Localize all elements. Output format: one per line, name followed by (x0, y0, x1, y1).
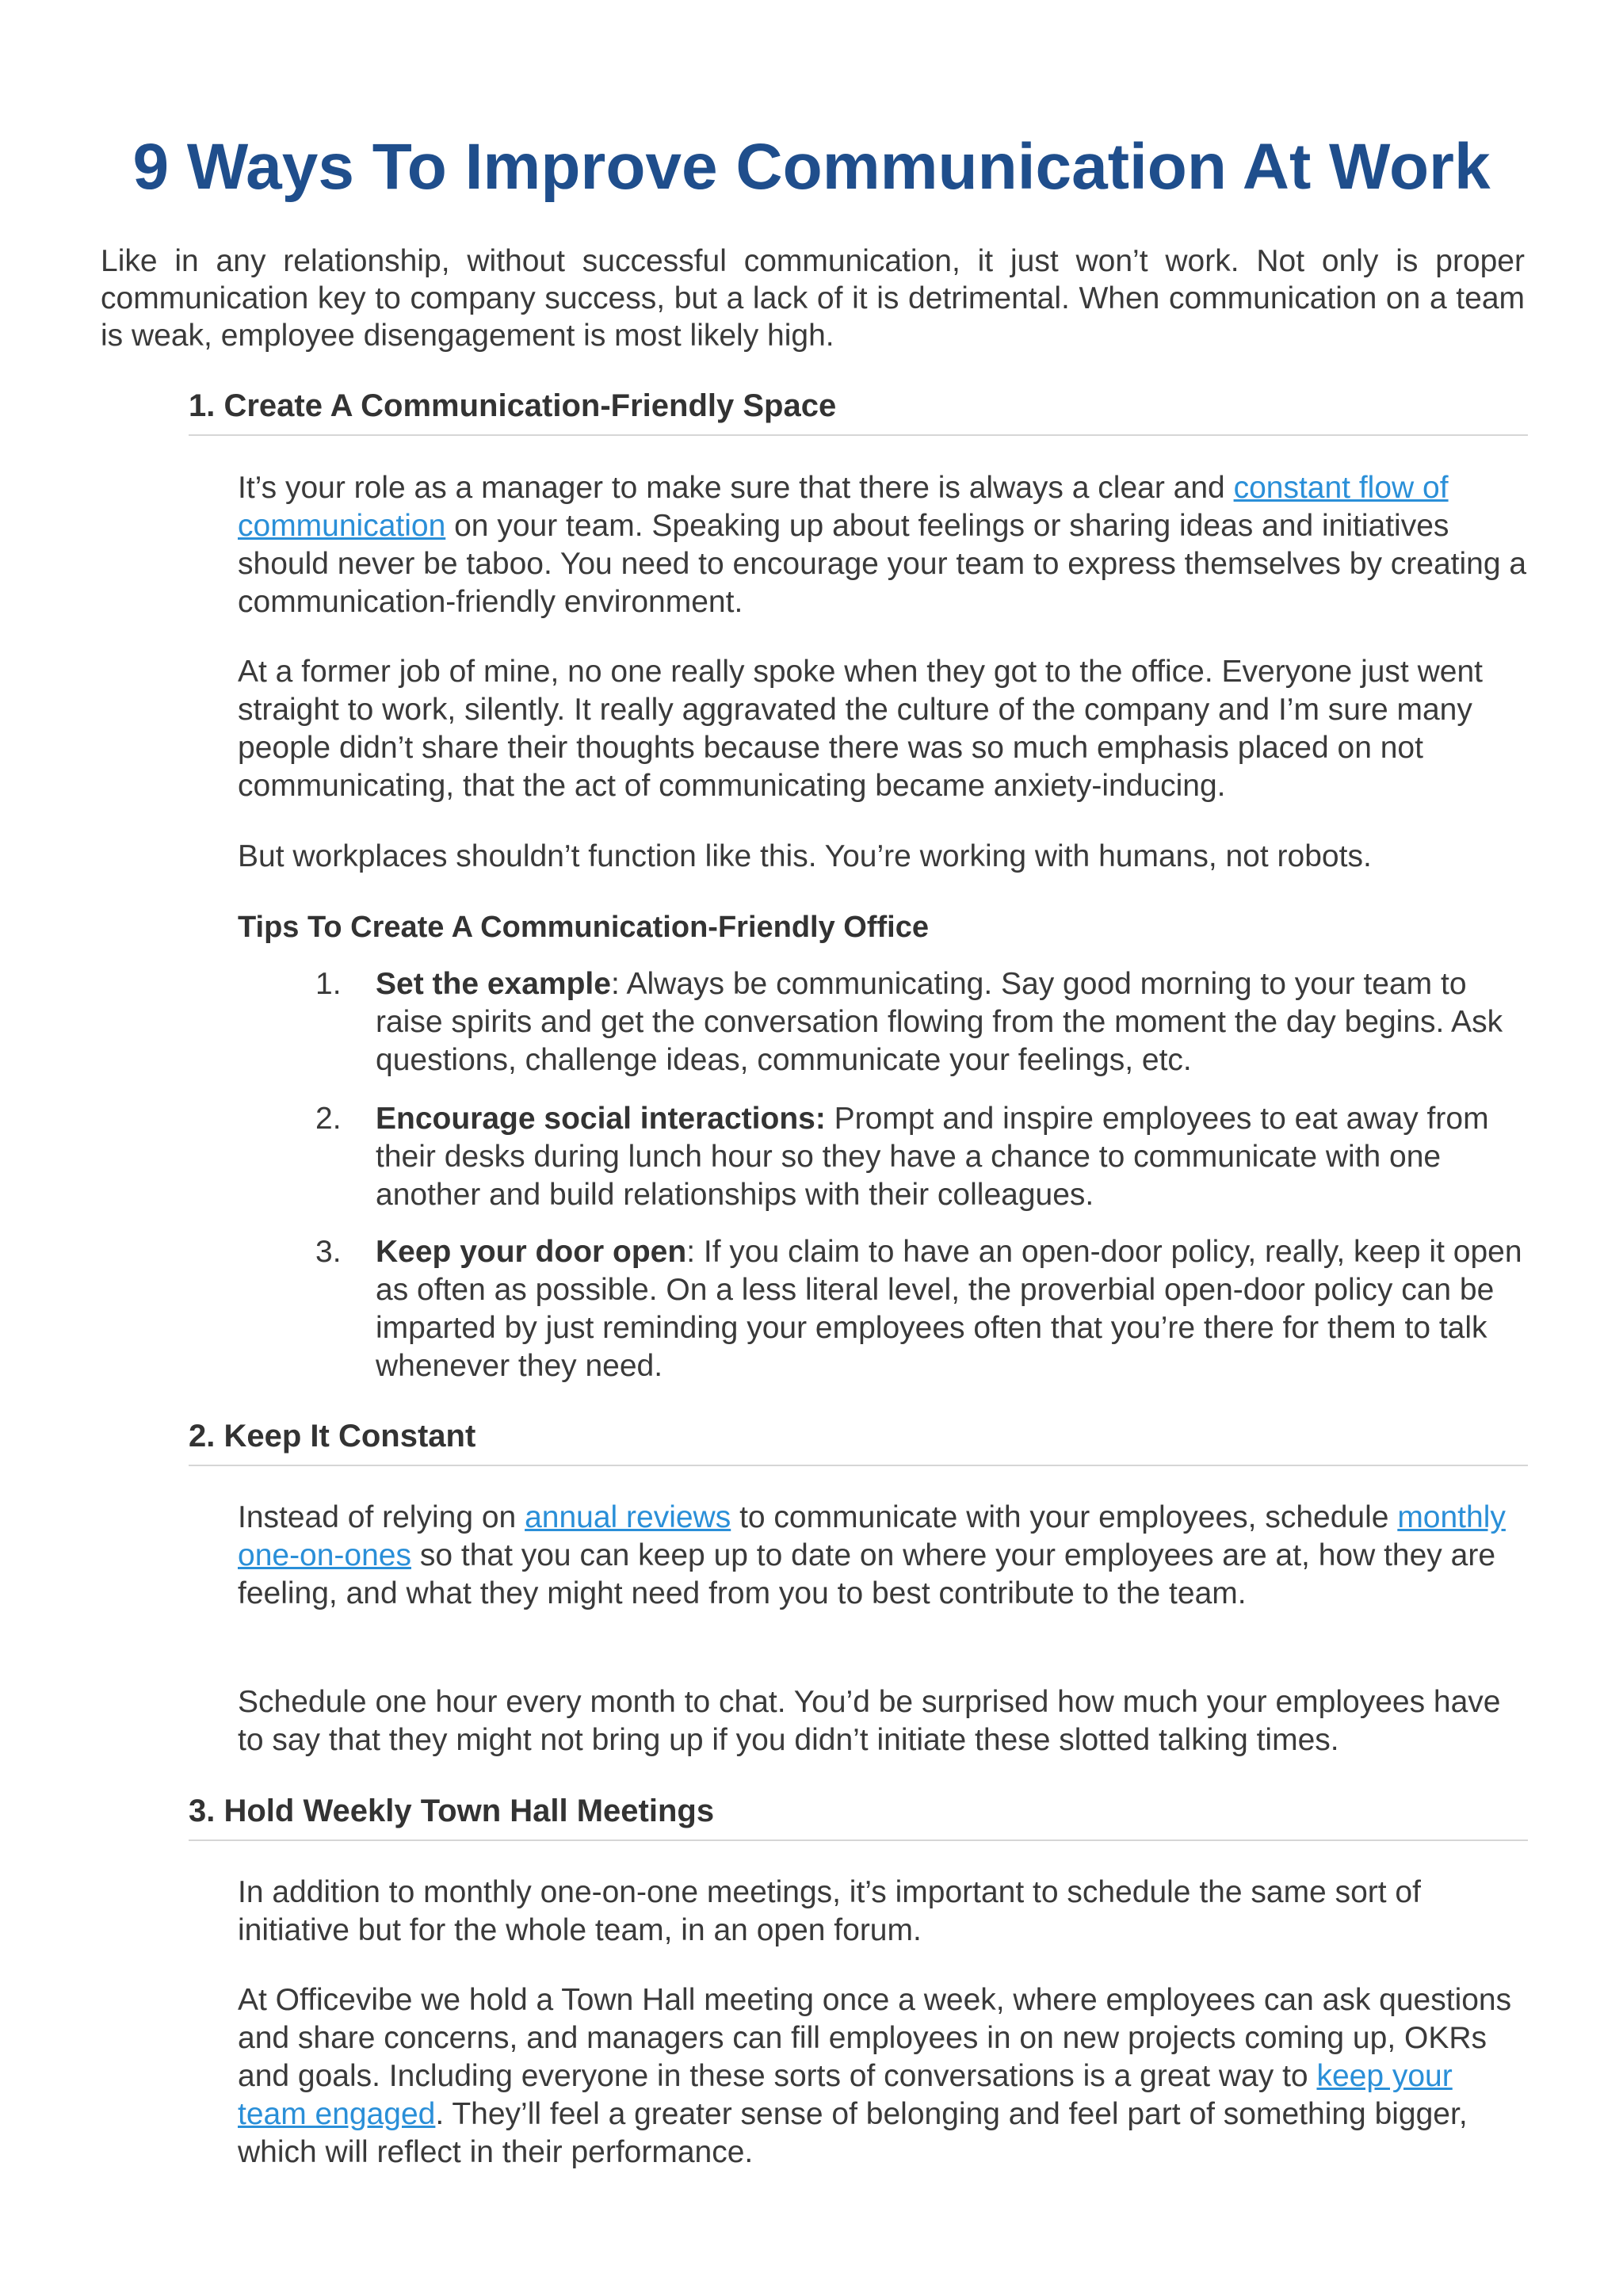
section-2-paragraph-1 (238, 1499, 1528, 1613)
tips-subheading: Tips To Create A Communication-Friendly Office (238, 911, 929, 944)
page-title: 9 Ways To Improve Communication At Work (132, 131, 1491, 203)
text-span: . They’ll feel a greater sense of belonging and feel part of something bigger, which will reflect in their performance. (238, 2097, 1468, 2169)
keep-team-engaged-link[interactable]: keep your team engaged (238, 2059, 1453, 2131)
constant-flow-link[interactable]: constant flow of communication (238, 471, 1449, 543)
tip-body: : Always be communicating. Say good morning to your team to raise spirits and get the conversation flowing from the moment the day begins. Ask questions, challenge ideas, communicate your feelings, etc. (376, 967, 1503, 1077)
tip-number: 1. (315, 967, 342, 1001)
tip-item (317, 1233, 1528, 1385)
text-span: to communicate with your employees, schedule (731, 1500, 1398, 1534)
section-1-paragraph-3: But workplaces shouldn’t function like this. You’re working with humans, not robots. (238, 839, 1372, 873)
section-3-heading: 3. Hold Weekly Town Hall Meetings (189, 1792, 1528, 1841)
text-span: so that you can keep up to date on where your employees are at, how they are feeling, and what they might need from you to best contribute to the team. (238, 1538, 1496, 1610)
tip-number: 3. (315, 1235, 342, 1269)
tip-text (376, 965, 1528, 1079)
section-1-paragraph-1 (238, 469, 1528, 621)
tip-bold: Keep your door open (376, 1235, 687, 1269)
monthly-one-on-ones-link[interactable]: monthly one-on-ones (238, 1500, 1506, 1572)
section-3-paragraph-1: In addition to monthly one-on-one meetings, it’s important to schedule the same sort of initiative but for the whole team, in an open forum. (238, 1875, 1421, 1947)
text-span: on your team. Speaking up about feelings or sharing ideas and initiatives should never be taboo. You need to encourage your team to express themselves by creating a communication-friendly environment. (238, 509, 1527, 619)
tip-text (376, 1233, 1528, 1385)
text-span: It’s your role as a manager to make sure that there is always a clear and (238, 471, 1234, 505)
section-2-heading: 2. Keep It Constant (189, 1417, 1528, 1466)
section-3-paragraph-2 (238, 1981, 1528, 2172)
text-span: At Officevibe we hold a Town Hall meeting once a week, where employees can ask questions and share concerns, and managers can fill employees in on new projects coming up, OKRs and goals. Including everyone in these sorts of conversations is a great way to (238, 1983, 1512, 2093)
tip-item (317, 1100, 1528, 1214)
tip-item (317, 965, 1528, 1079)
section-1-heading: 1. Create A Communication-Friendly Space (189, 387, 1528, 436)
tip-bold: Set the example (376, 967, 611, 1001)
tip-body: : If you claim to have an open-door policy, really, keep it open as often as possible. On a less literal level, the proverbial open-door policy can be imparted by just reminding your employees often that you’re there for them to talk whenever they need. (376, 1235, 1522, 1383)
intro-paragraph: Like in any relationship, without successful communication, it just won’t work. Not only is proper communication key to company success, but a lack of it is detrimental. When communication on a team is weak, employee disengagement is most likely high. (101, 244, 1525, 353)
tip-bold: Encourage social interactions: (376, 1102, 826, 1136)
annual-reviews-link[interactable]: annual reviews (525, 1500, 731, 1534)
tip-body: Prompt and inspire employees to eat away from their desks during lunch hour so they have a chance to communicate with one another and build relationships with their colleagues. (376, 1102, 1489, 1212)
text-span: Instead of relying on (238, 1500, 525, 1534)
tip-number: 2. (315, 1102, 342, 1136)
tip-text (376, 1100, 1528, 1214)
section-1-paragraph-2: At a former job of mine, no one really spoke when they got to the office. Everyone just went straight to work, silently. It really aggravated the culture of the company and I’m sure many people didn’t share their thoughts because there was so much emphasis placed on not communicating, that the act of communicating became anxiety-inducing. (238, 655, 1483, 803)
section-2-paragraph-2: Schedule one hour every month to chat. You’d be surprised how much your employees have to say that they might not bring up if you didn’t initiate these slotted talking times. (238, 1685, 1501, 1757)
